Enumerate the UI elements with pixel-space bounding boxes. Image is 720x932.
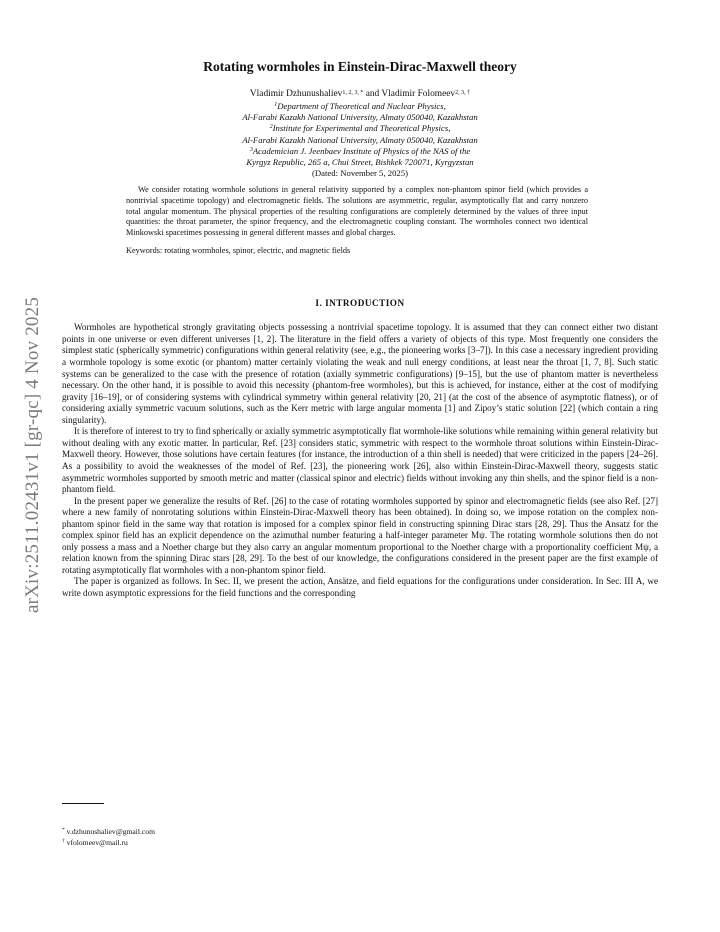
body-paragraph: In the present paper we generalize the results of Ref. [26] to the case of rotating wormholes supported by spinor and electromagnetic fields (see also Ref. [27] where a new family of nonrotating solutions within Einstein-Dirac-Maxwell theory has been obtained). In doing so, we impose rotation on the complex non-phantom spinor field in the same way that rotation is imposed for a complex spinor field in constructing spinning Dirac stars [28, 29]. Thus the Ansatz for the complex spinor field has an explicit dependence on the azimuthal number featuring a half-integer parameter Mψ. The rotating wormhole solutions then do not only possess a mass and a Noether charge but they also carry an angular momentum proportional to the Noether charge with a proportionality coefficient Mψ, a relation known from the spinning Dirac stars [28, 29]. To the best of our knowledge, the configurations considered in the present paper are the first example of rotating asymptotically flat wormholes with a non-phantom spinor field. xyxy=(62,495,658,575)
footnote-email[interactable]: vfolomeev@mail.ru xyxy=(66,838,128,847)
section-heading: I. INTRODUCTION xyxy=(315,298,405,309)
body-paragraph: It is therefore of interest to try to find spherically or axially symmetric asymptotically flat wormhole-like solutions while remaining within general relativity but without dealing with any exotic matter. In particular, Ref. [23] considers static, symmetric with respect to the wormhole throat solutions within Einstein-Dirac-Maxwell theory. However, those solutions have certain features (for instance, the introduction of a thin shell is needed) that were criticized in the papers [24–26]. As a possibility to avoid the weaknesses of the model of Ref. [23], the pioneering work [26], also within Einstein-Dirac-Maxwell theory, suggests static asymmetric wormholes supported by smooth metric and matter (classical spinor and electric) fields without invoking any thin shells, and the spinor field is a non-phantom field. xyxy=(62,426,658,495)
paper-title: Rotating wormholes in Einstein-Dirac-Maxwell theory xyxy=(203,59,517,74)
footnote xyxy=(62,826,155,837)
footnotes xyxy=(62,826,155,848)
affiliation-line: Al-Farabi Kazakh National University, Almaty 050040, Kazakhstan xyxy=(242,112,478,123)
affiliations xyxy=(62,101,658,179)
author-affiliation-mark: 1, 2, 3, * xyxy=(342,90,364,96)
affiliation-line: Al-Farabi Kazakh National University, Almaty 050040, Kazakhstan xyxy=(242,134,478,145)
date-line: (Dated: November 5, 2025) xyxy=(311,168,409,179)
footnote-mark: * xyxy=(62,827,65,833)
affiliation-number: 1 xyxy=(274,102,278,108)
abstract: We consider rotating wormhole solutions in general relativity supported by a complex non-phantom spinor field (which provides a nontrivial spacetime topology) and electromagnetic fields. The solutions are asymmetric, regular, asymptotically flat and carry nonzero total angular momentum. The physical properties of the resulting configurations are completely determined by the values of three input quantities: the throat parameter, the spinor frequency, and the electromagnetic coupling constant. The wormholes connect two identical Minkowski spacetimes possessing in general different masses and global charges. xyxy=(126,185,588,237)
affiliation-line xyxy=(62,123,658,134)
affiliation-line xyxy=(62,146,658,157)
arxiv-sidebar xyxy=(18,265,48,645)
section-body xyxy=(62,322,658,599)
affiliation-number: 3 xyxy=(249,146,253,153)
body-paragraph: The paper is organized as follows. In Sec. II, we present the action, Ansätze, and field equations for the configurations under consideration. In Sec. III A, we write down asymptotic expressions for the field functions and the corresponding xyxy=(62,576,658,598)
footnote-divider xyxy=(62,803,104,804)
author-name: Vladimir Folomeev xyxy=(381,89,456,99)
author-conjunction: and xyxy=(363,89,382,99)
author-affiliation-mark: 2, 3, † xyxy=(455,90,471,96)
affiliation-text: Department of Theoretical and Nuclear Physics, xyxy=(277,101,446,111)
affiliation-text: Academician J. Jeenbaev Institute of Physics of the NAS of the xyxy=(252,145,471,156)
footnote-mark: † xyxy=(62,838,65,844)
body-paragraph: Wormholes are hypothetical strongly gravitating objects possessing a nontrivial spacetime topology. It is assumed that they can connect either two distant points in one universe or even different universes [1, 2]. The literature in the field offers a variety of objects of this type. Most frequently one considers the simplest static (spherically symmetric) configurations within general relativity (see, e.g., the pioneering works [3–7]). In this case a necessary ingredient providing a wormhole topology is some exotic (or phantom) matter certainly violating the weak and null energy conditions, at least near the throat [1, 7, 8]. Such static systems can be generalized to the case with the presence of rotation (axially symmetric configurations) [9–15], but the use of phantom matter is nevertheless necessary. On the other hand, it is possible to avoid this necessity (phantom-free wormholes), but this is achieved, for instance, either at the cost of modifying gravity [16–19], or of considering systems with cylindrical symmetry within general relativity [20, 21] (at the cost of the absence of asymptotic flatness), or of considering axially symmetric vacuum solutions, such as the Kerr metric with large angular momenta [1] and Zipoy’s static solution [22] (which contain a ring singularity). xyxy=(62,322,658,425)
author-name: Vladimir Dzhunushaliev xyxy=(249,89,343,99)
affiliation-line: Kyrgyz Republic, 265 a, Chui Street, Bishkek 720071, Kyrgyzstan xyxy=(246,157,474,168)
footnote-email[interactable]: v.dzhunushaliev@gmail.com xyxy=(66,827,155,836)
footnote xyxy=(62,837,155,848)
affiliation-line xyxy=(62,101,658,112)
paper-page xyxy=(62,58,658,600)
affiliation-text: Institute for Experimental and Theoretical Physics, xyxy=(272,123,451,134)
affiliation-number: 2 xyxy=(269,124,273,131)
author-line xyxy=(62,88,658,100)
keywords: Keywords: rotating wormholes, spinor, electric, and magnetic fields xyxy=(126,246,351,256)
arxiv-identifier: arXiv:2511.02431v1 [gr-qc] 4 Nov 2025 xyxy=(22,296,43,614)
